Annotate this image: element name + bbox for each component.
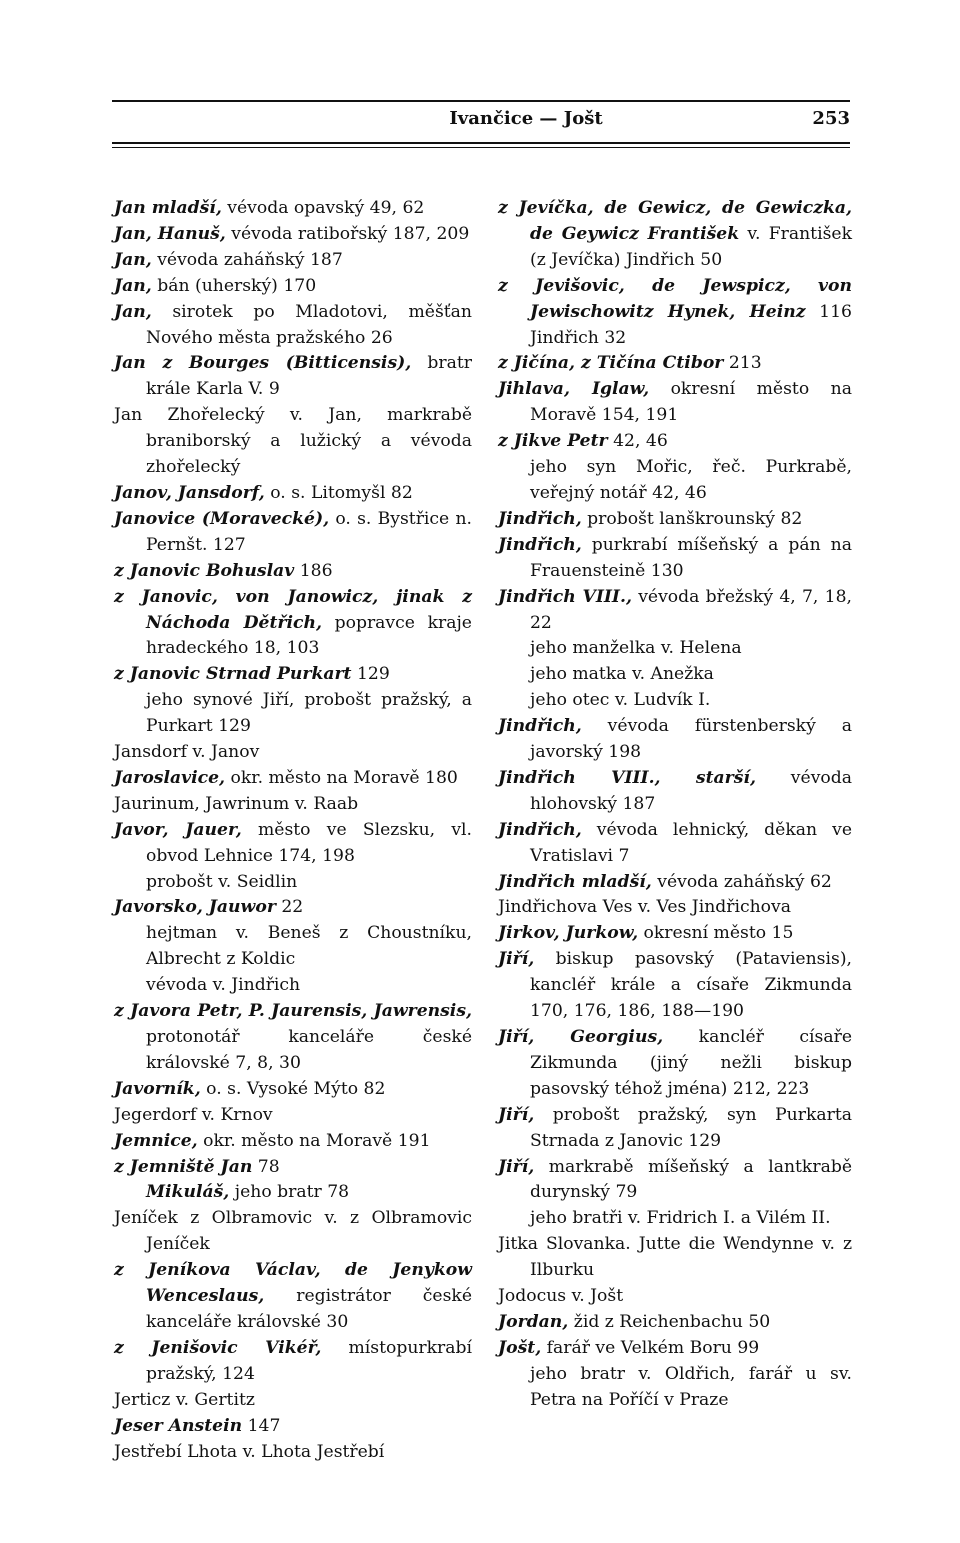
entry-text: město ve Slezsku, vl. obvod Lehnice 174, 198 (146, 819, 473, 866)
entry-text: probošt v. Seidlin (146, 871, 298, 892)
entry-text: jeho bratři v. Fridrich I. a Vilém II. (530, 1208, 831, 1229)
index-entry (498, 921, 852, 947)
index-subentry (114, 1180, 472, 1206)
index-subentry (498, 1362, 852, 1414)
entry-headword: Jeser Anstein (114, 1415, 243, 1436)
index-entry (498, 895, 852, 921)
index-entry (498, 351, 852, 377)
running-header (112, 106, 850, 138)
entry-headword: Jan, (114, 249, 152, 270)
entry-text: jeho matka v. Anežka (530, 664, 714, 685)
entry-text: okr. město na Moravě 180 (225, 767, 458, 788)
index-entry (114, 274, 472, 300)
index-entry (114, 403, 472, 481)
index-entry (498, 714, 852, 766)
index-subentry (498, 688, 852, 714)
index-subentry (114, 973, 472, 999)
entry-headword: Jan, (114, 275, 152, 296)
entry-headword: Jindřich VIII., (498, 586, 632, 607)
entry-text: vévoda břežský 4, 7, 18, 22 (530, 586, 852, 633)
entry-text: 42, 46 (607, 431, 668, 452)
index-entry (114, 1414, 472, 1440)
index-entry (498, 507, 852, 533)
entry-text: 129 (351, 664, 390, 685)
entry-text: 116 Jindřich 32 (530, 301, 852, 348)
index-entry (498, 196, 852, 274)
entry-text: vévoda opavský 49, 62 (221, 198, 425, 218)
index-entry (114, 662, 472, 688)
left-column (114, 196, 472, 1465)
entry-headword: Jan z Bourges (Bitticensis), (114, 353, 412, 374)
entry-headword: z Janovic, von Janowicz, jinak z Náchoda Dětřich, (114, 586, 472, 633)
entry-headword: Jiří, (498, 1104, 535, 1125)
entry-headword: Jan mladší, (114, 198, 222, 218)
entry-headword: Jošt, (498, 1337, 542, 1358)
entry-headword: z Javora Petr, P. Jaurensis, Jawrensis, (114, 1001, 472, 1022)
entry-text: žid z Reichenbachu 50 (568, 1311, 771, 1332)
index-entry (498, 1025, 852, 1103)
entry-headword: z Jemniště Jan (114, 1156, 253, 1177)
header-double-rule (112, 142, 850, 144)
entry-headword: Javorsko, Jauwor (114, 897, 276, 918)
entry-text: 186 (294, 560, 333, 581)
entry-text: purkrabí míšeňský a pán na Frauensteině 130 (530, 534, 852, 581)
index-entry (498, 1310, 852, 1336)
index-entry (498, 1284, 852, 1310)
index-entry (498, 429, 852, 455)
entry-text: protonotář kanceláře české královské 7, 8, 30 (146, 1027, 472, 1073)
entry-text: Jindřichova Ves v. Ves Jindřichova (498, 897, 791, 918)
entry-headword: Jemnice, (114, 1130, 198, 1151)
entry-headword: Mikuláš, (146, 1182, 230, 1203)
entry-text: okresní město na Moravě 154, 191 (530, 379, 852, 426)
index-entry (114, 248, 472, 274)
index-entry (114, 1206, 472, 1258)
entry-text: okresní město 15 (638, 923, 794, 944)
entry-headword: z Jikve Petr (498, 431, 608, 452)
running-title: Ivančice — Jošt (449, 108, 603, 129)
entry-text: 213 (723, 353, 762, 374)
index-entry (498, 947, 852, 1025)
entry-headword: Jan, Hanuš, (114, 223, 226, 244)
index-entry (114, 300, 472, 352)
entry-text: vévoda zaháňský 187 (151, 249, 343, 270)
index-entry (114, 895, 472, 921)
entry-headword: Jindřich, (498, 508, 582, 529)
entry-text: jeho bratr v. Oldřich, farář u sv. Petra na Poříčí v Praze (530, 1363, 852, 1410)
entry-headword: z Jenišovic Vikéř, (114, 1337, 322, 1358)
entry-headword: z Jičína, z Tičína Ctibor (498, 353, 724, 374)
index-entry (114, 1258, 472, 1336)
index-subentry (498, 636, 852, 662)
entry-headword: Javorník, (114, 1078, 201, 1099)
index-entry (498, 585, 852, 637)
entry-text: registrátor české kanceláře královské 30 (146, 1286, 472, 1332)
entry-text: místopurkrabí pražský, 124 (146, 1337, 473, 1384)
index-subentry (114, 688, 472, 740)
index-subentry (498, 455, 852, 507)
entry-text: 78 (252, 1156, 280, 1177)
index-entry (498, 274, 852, 352)
entry-text: bratr krále Karla V. 9 (146, 353, 473, 400)
entry-headword: Jindřich, (498, 534, 582, 555)
index-entry (114, 999, 472, 1077)
entry-text: jeho syn Mořic, řeč. Purkrabě, veřejný notář 42, 46 (530, 457, 852, 503)
entry-headword: Jihlava, Iglaw, (498, 379, 650, 400)
entry-text: Jerticz v. Gertitz (114, 1389, 255, 1410)
entry-text: vévoda v. Jindřich (146, 975, 301, 996)
index-entry (114, 1155, 472, 1181)
entry-headword: z Jevišovic, de Jewspicz, von Jewischowitz Hynek, Heinz (498, 275, 852, 322)
entry-text: jeho synové Jiří, probošt pražský, a Purkart 129 (146, 690, 472, 737)
entry-headword: Jiří, Georgius, (498, 1027, 664, 1047)
index-entry (114, 481, 472, 507)
entry-text: hejtman v. Beneš z Choustníku, Albrecht z Koldic (146, 923, 472, 970)
entry-headword: Jordan, (498, 1311, 569, 1332)
entry-text: farář ve Velkém Boru 99 (541, 1337, 760, 1358)
entry-text: vévoda lehnický, děkan ve Vratislavi 7 (530, 819, 852, 866)
entry-text: Jestřebí Lhota v. Lhota Jestřebí (114, 1441, 385, 1462)
index-subentry (498, 662, 852, 688)
index-subentry (498, 1206, 852, 1232)
entry-headword: Javor, Jauer, (114, 819, 242, 840)
entry-headword: Janov, Jansdorf, (114, 482, 265, 503)
entry-text: vévoda zaháňský 62 (651, 871, 832, 892)
index-entry (114, 740, 472, 766)
index-entry (498, 870, 852, 896)
index-entry (114, 585, 472, 663)
header-top-rule (112, 100, 850, 102)
index-entry (114, 1336, 472, 1388)
index-subentry (114, 921, 472, 973)
page-number: 253 (812, 108, 850, 129)
entry-text: Jaurinum, Jawrinum v. Raab (114, 793, 359, 814)
entry-text: okr. město na Moravě 191 (197, 1130, 431, 1151)
index-entry (114, 1440, 472, 1466)
entry-text: probošt pražský, syn Purkarta Strnada z Janovic 129 (530, 1104, 852, 1151)
entry-headword: Jiří, (498, 1156, 535, 1177)
index-entry (498, 377, 852, 429)
right-column (498, 196, 852, 1414)
index-entry (498, 1232, 852, 1284)
entry-text: popravce kraje hradeckého 18, 103 (146, 612, 472, 659)
index-entry (114, 1077, 472, 1103)
entry-headword: Jan, (114, 301, 152, 322)
entry-headword: Jindřich VIII., starší, (498, 767, 756, 788)
entry-text: v. František (z Jevíčka) Jindřich 50 (530, 223, 852, 270)
index-entry (114, 1103, 472, 1129)
entry-text: Jeníček z Olbramovic v. z Olbramovic Jeníček (114, 1208, 472, 1255)
index-entry (114, 818, 472, 870)
entry-text: jeho bratr 78 (229, 1182, 350, 1203)
entry-text: sirotek po Mladotovi, měšťan Nového města pražského 26 (146, 301, 472, 348)
index-entry (114, 766, 472, 792)
entry-headword: Jiří, (498, 949, 535, 970)
header-double-rule-thin (112, 147, 850, 148)
entry-headword: z Janovic Strnad Purkart (114, 664, 352, 685)
entry-headword: Jindřich, (498, 819, 582, 840)
index-entry (498, 766, 852, 818)
index-entry (114, 196, 472, 222)
index-entry (498, 1336, 852, 1362)
entry-text: probošt lanškrounský 82 (581, 508, 803, 529)
entry-headword: Janovice (Moravecké), (114, 508, 330, 529)
index-entry (114, 1388, 472, 1414)
entry-headword: Jindřich mladší, (498, 871, 652, 892)
index-entry (498, 1155, 852, 1207)
index-entry (114, 507, 472, 559)
entry-headword: Jirkov, Jurkow, (498, 923, 639, 944)
entry-text: kancléř císaře Zikmunda (jiný nežli biskup pasovský téhož jména) 212, 223 (530, 1027, 852, 1099)
entry-text: vévoda hlohovský 187 (530, 767, 853, 814)
entry-text: vévoda fürstenberský a javorský 198 (530, 716, 852, 763)
entry-text: 147 (242, 1415, 281, 1436)
index-entry (114, 351, 472, 403)
index-entry (114, 222, 472, 248)
index-entry (498, 818, 852, 870)
entry-headword: Jindřich, (498, 716, 582, 737)
entry-text: jeho otec v. Ludvík I. (530, 690, 711, 711)
entry-text: 22 (275, 897, 304, 918)
entry-text: Jegerdorf v. Krnov (114, 1104, 273, 1125)
index-subentry (114, 870, 472, 896)
index-entry (114, 1129, 472, 1155)
entry-text: o. s. Litomyšl 82 (264, 482, 413, 503)
entry-text: Jitka Slovanka. Jutte die Wendynne v. z Ilburku (498, 1234, 852, 1281)
entry-text: Jan Zhořelecký v. Jan, markrabě braniborský a lužický a vévoda zhořelecký (114, 405, 472, 478)
entry-headword: z Jeníkova Václav, de Jenykow Wenceslaus, (114, 1260, 472, 1307)
entry-text: Jodocus v. Jošt (498, 1286, 624, 1307)
entry-text: o. s. Vysoké Mýto 82 (200, 1078, 386, 1099)
entry-headword: z Jevíčka, de Gewicz, de Gewiczka, de Geywicz František (498, 198, 852, 244)
entry-text: jeho manželka v. Helena (530, 638, 742, 659)
index-entry (498, 1103, 852, 1155)
index-entry (498, 533, 852, 585)
index-entry (114, 792, 472, 818)
entry-text: Jansdorf v. Janov (114, 742, 260, 763)
entry-text: markrabě míšeňský a lantkrabě durynský 79 (530, 1156, 852, 1203)
entry-text: vévoda ratibořský 187, 209 (225, 223, 470, 244)
entry-headword: z Janovic Bohuslav (114, 560, 295, 581)
entry-headword: Jaroslavice, (114, 767, 226, 788)
index-entry (114, 559, 472, 585)
entry-text: biskup pasovský (Pataviensis), kancléř krále a císaře Zikmunda 170, 176, 186, 188—190 (530, 949, 852, 1022)
entry-text: bán (uherský) 170 (151, 275, 317, 296)
entry-text: o. s. Bystřice n. Pernšt. 127 (146, 508, 472, 555)
